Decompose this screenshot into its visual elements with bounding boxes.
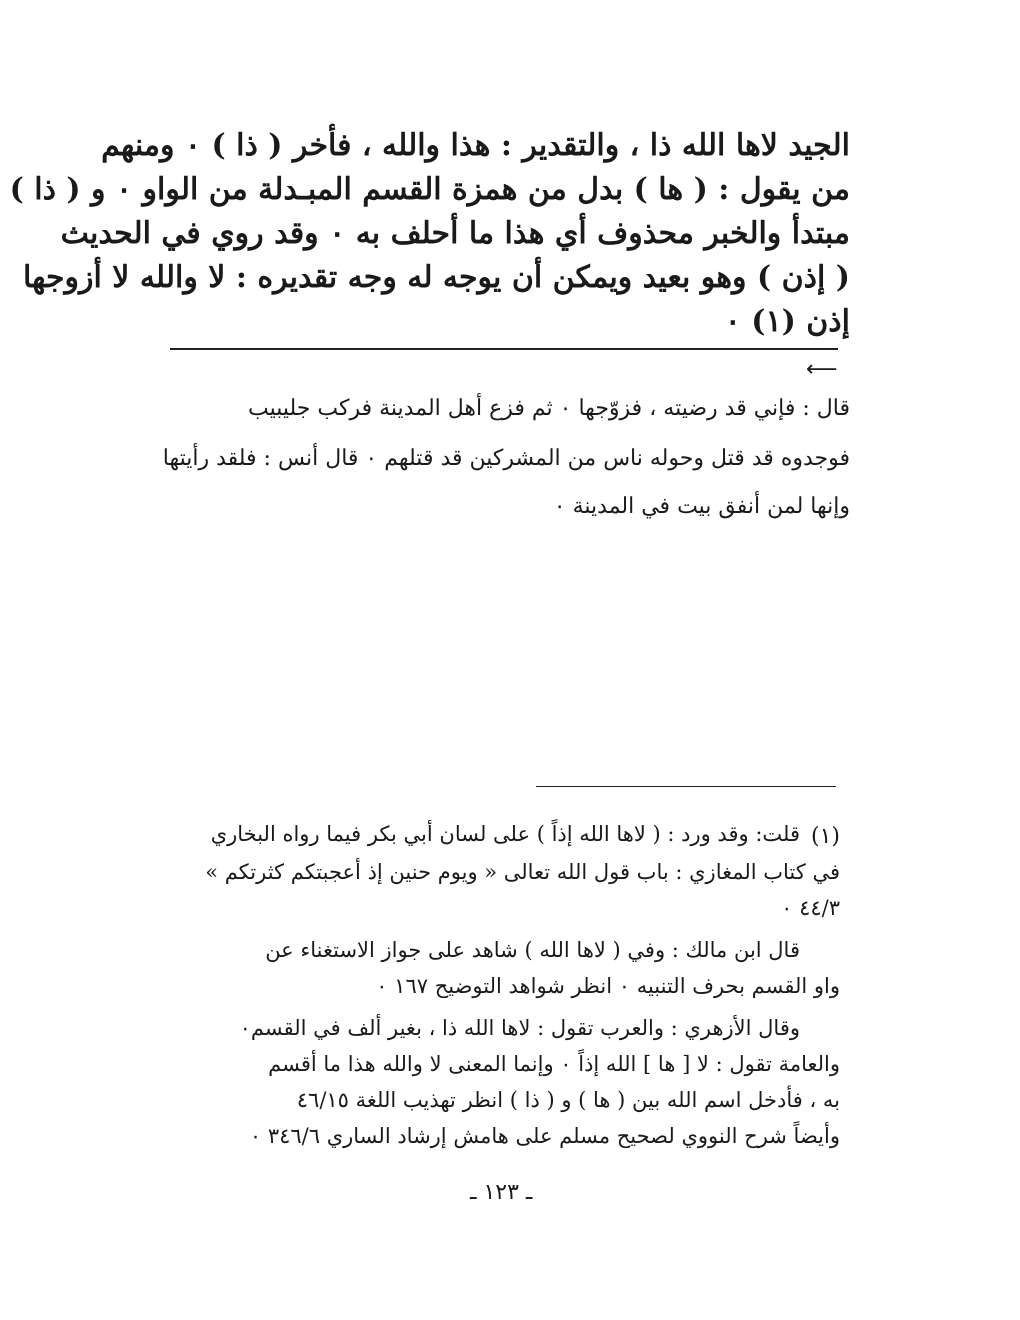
main-line: من يقول : ( ها ) بدل من همزة القسم المبـدلة من الواو ٠ و ( ذا ) <box>9 172 850 207</box>
footnote-line: واو القسم بحرف التنبيه ٠ انظر شواهد التوضيح ١٦٧ ٠ <box>376 974 840 998</box>
footnote-line: قال ابن مالك : وفي ( لاها الله ) شاهد على جواز الاستغناء عن <box>265 938 800 962</box>
footnote-line: وقال الأزهري : والعرب تقول : لاها الله ذا ، بغير ألف في القسم٠ <box>239 1016 800 1040</box>
footnote-line: في كتاب المغازي : باب قول الله تعالى « ويوم حنين إذ أعجبتكم كثرتكم » <box>205 860 840 884</box>
arrow-left-icon: ⟵ <box>806 357 838 382</box>
footnote-line: قلت: وقد ورد : ( لاها الله إذاً ) على لسان أبي بكر فيما رواه البخاري <box>210 822 800 846</box>
quote-line: قال : فإني قد رضيته ، فزوّجها ٠ ثم فزع أهل المدينة فركب جليبيب <box>248 396 850 421</box>
main-line: مبتدأ والخبر محذوف أي هذا ما أحلف به ٠ وقد روي في الحديث <box>60 216 850 251</box>
main-line: الجيد لاها الله ذا ، والتقدير : هذا والله ، فأخر ( ذا ) ٠ ومنهم <box>101 128 850 163</box>
main-line: ( إذن ) وهو بعيد ويمكن أن يوجه له وجه تقديره : لا والله لا أزوجها <box>23 260 850 295</box>
main-line: إذن (١) ٠ <box>724 304 850 339</box>
footnote-separator <box>536 786 836 787</box>
footnote-marker: (١) <box>810 824 840 849</box>
footnote-line: والعامة تقول : لا [ ها ] الله إذاً ٠ وإنما المعنى لا والله هذا ما أقسم <box>268 1052 840 1076</box>
section-divider <box>170 348 838 350</box>
quote-line: وإنها لمن أنفق بيت في المدينة ٠ <box>553 494 850 519</box>
footnote-line: ٤٤/٣ ٠ <box>781 896 840 920</box>
footnote-line: وأيضاً شرح النووي لصحيح مسلم على هامش إرشاد الساري ٣٤٦/٦ ٠ <box>249 1124 840 1148</box>
footnote-line: به ، فأدخل اسم الله بين ( ها ) و ( ذا ) انظر تهذيب اللغة ٤٦/١٥ <box>296 1088 840 1112</box>
page-number: ـ ١٢٣ ـ <box>470 1180 533 1205</box>
quote-line: فوجدوه قد قتل وحوله ناس من المشركين قد قتلهم ٠ قال أنس : فلقد رأيتها <box>162 446 850 471</box>
